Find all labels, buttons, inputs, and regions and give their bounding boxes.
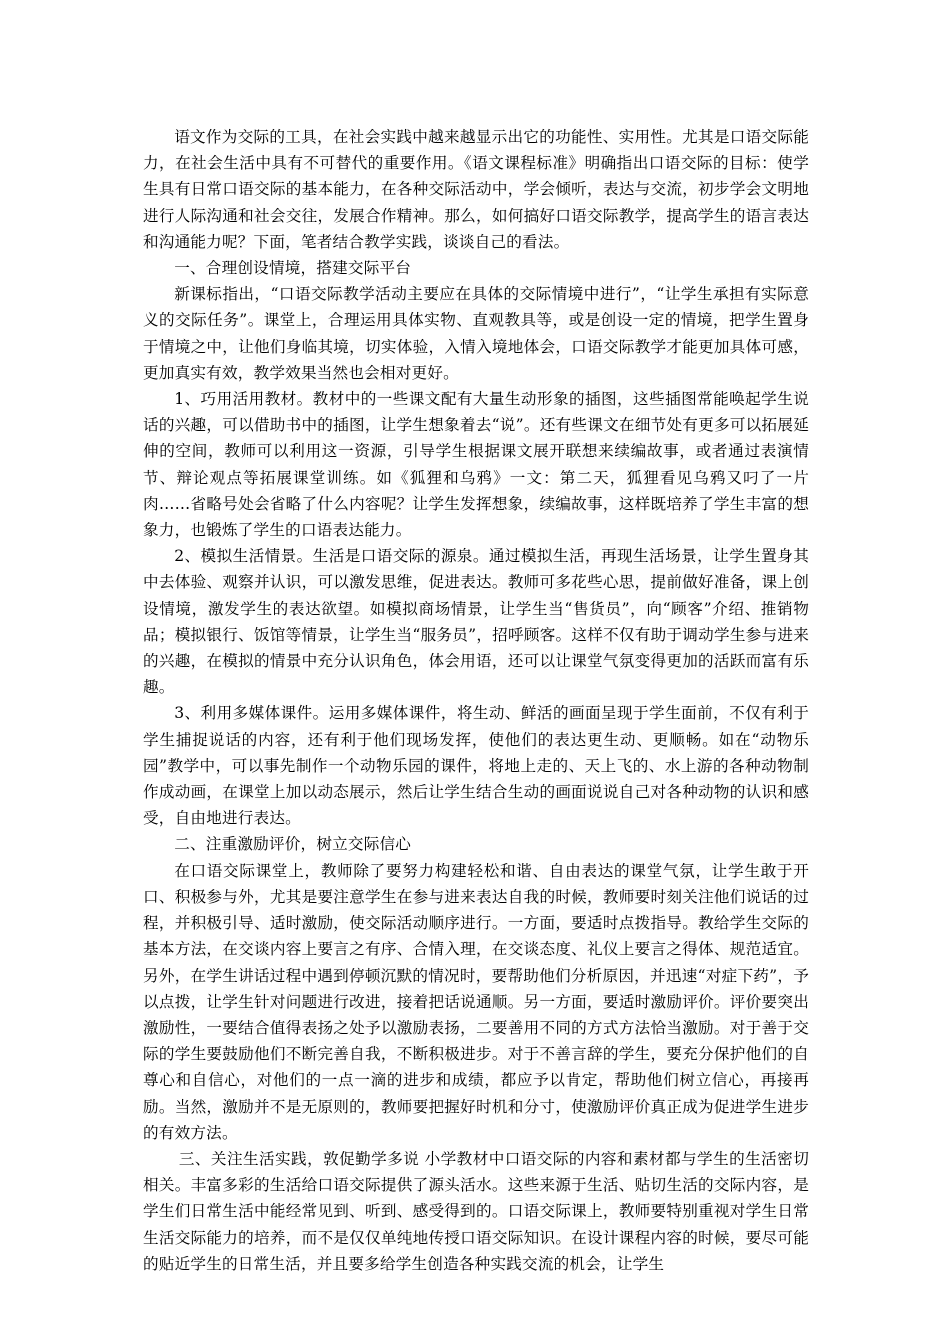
section-heading-2: 二、注重激励评价，树立交际信心 <box>174 835 412 854</box>
body-paragraph: 1、巧用活用教材。教材中的一些课文配有大量生动形象的插图，这些插图常能唤起学生说话的兴趣，可以借助书中的插图，让学生想象着去“说”。还有些课文在细节处有更多可以拓展延伸的空间，教师可以利用这一资源，引导学生根据课文展开联想来续编故事，或者通过表演情节、辩论观点等拓展课堂训练。如《狐狸和乌鸦》一文：第二天，狐狸看见乌鸦又叼了一片肉……省略号处会省略了什么内容呢？让学生发挥想象，续编故事，这样既培养了学生丰富的想象力，也锻炼了学生的口语表达能力。 <box>143 390 809 540</box>
section-heading-3-paragraph: 三、关注生活实践，敦促勤学多说 小学教材中口语交际的内容和素材都与学生的生活密切相关。丰富多彩的生活给口语交际提供了源头活水。这些来源于生活、贴切生活的交际内容，是学生们日常生活中能经常见到、听到、感受得到的。口语交际课上，教师要特别重视对学生日常生活交际能力的培养，而不是仅仅单纯地传授口语交际知识。在设计课程内容的时候，要尽可能的贴近学生的日常生活，并且要多给学生创造各种实践交流的机会，让学生 <box>143 1149 809 1273</box>
body-paragraph: 3、利用多媒体课件。运用多媒体课件，将生动、鲜活的画面呈现于学生面前，不仅有利于学生捕捉说话的内容，还有利于他们现场发挥，使他们的表达更生动、更顺畅。如在“动物乐园”教学中，可以事先制作一个动物乐园的课件，将地上走的、天上飞的、水上游的各种动物制作成动画，在课堂上加以动态展示，然后让学生结合生动的画面说说自己对各种动物的认识和感受，自由地进行表达。 <box>143 704 809 828</box>
article-body <box>143 124 809 1277</box>
intro-paragraph: 语文作为交际的工具，在社会实践中越来越显示出它的功能性、实用性。尤其是口语交际能力，在社会生活中具有不可替代的重要作用。《语文课程标准》明确指出口语交际的目标：使学生具有日常口语交际的基本能力，在各种交际活动中，学会倾听，表达与交流，初步学会文明地进行人际沟通和社会交往，发展合作精神。那么，如何搞好口语交际教学，提高学生的语言表达和沟通能力呢？下面，笔者结合教学实践，谈谈自己的看法。 <box>143 128 809 251</box>
body-paragraph: 在口语交际课堂上，教师除了要努力构建轻松和谐、自由表达的课堂气氛，让学生敢于开口、积极参与外，尤其是要注意学生在参与进来表达自我的时候，教师要时刻关注他们说话的过程，并积极引导、适时激励，使交际活动顺序进行。一方面，要适时点拨指导。教给学生交际的基本方法，在交谈内容上要言之有序、合情入理，在交谈态度、礼仪上要言之得体、规范适宜。另外，在学生讲话过程中遇到停顿沉默的情况时，要帮助他们分析原因，并迅速“对症下药”，予以点拨，让学生针对问题进行改进，接着把话说通顺。另一方面，要适时激励评价。评价要突出激励性，一要结合值得表扬之处予以激励表扬，二要善用不同的方式方法恰当激励。对于善于交际的学生要鼓励他们不断完善自我，不断积极进步。对于不善言辞的学生，要充分保护他们的自尊心和自信心，对他们的一点一滴的进步和成绩，都应予以肯定，帮助他们树立信心，再接再励。当然，激励并不是无原则的，教师要把握好时机和分寸，使激励评价真正成为促进学生进步的有效方法。 <box>143 861 809 1142</box>
body-paragraph: 新课标指出，“口语交际教学活动主要应在具体的交际情境中进行”，“让学生承担有实际意义的交际任务”。课堂上，合理运用具体实物、直观教具等，或是创设一定的情境，把学生置身于情境之中，让他们身临其境，切实体验，入情入境地体会，口语交际教学才能更加具体可感，更加真实有效，教学效果当然也会相对更好。 <box>143 285 809 382</box>
section-heading-1: 一、合理创设情境，搭建交际平台 <box>174 259 412 278</box>
body-paragraph: 2、模拟生活情景。生活是口语交际的源泉。通过模拟生活，再现生活场景，让学生置身其中去体验、观察并认识，可以激发思维，促进表达。教师可多花些心思，提前做好准备，课上创设情境，激发学生的表达欲望。如模拟商场情景，让学生当“售货员”，向“顾客”介绍、推销物品；模拟银行、饭馆等情景，让学生当“服务员”，招呼顾客。这样不仅有助于调动学生参与进来的兴趣，在模拟的情景中充分认识角色，体会用语，还可以让课堂气氛变得更加的活跃而富有乐趣。 <box>143 547 809 697</box>
